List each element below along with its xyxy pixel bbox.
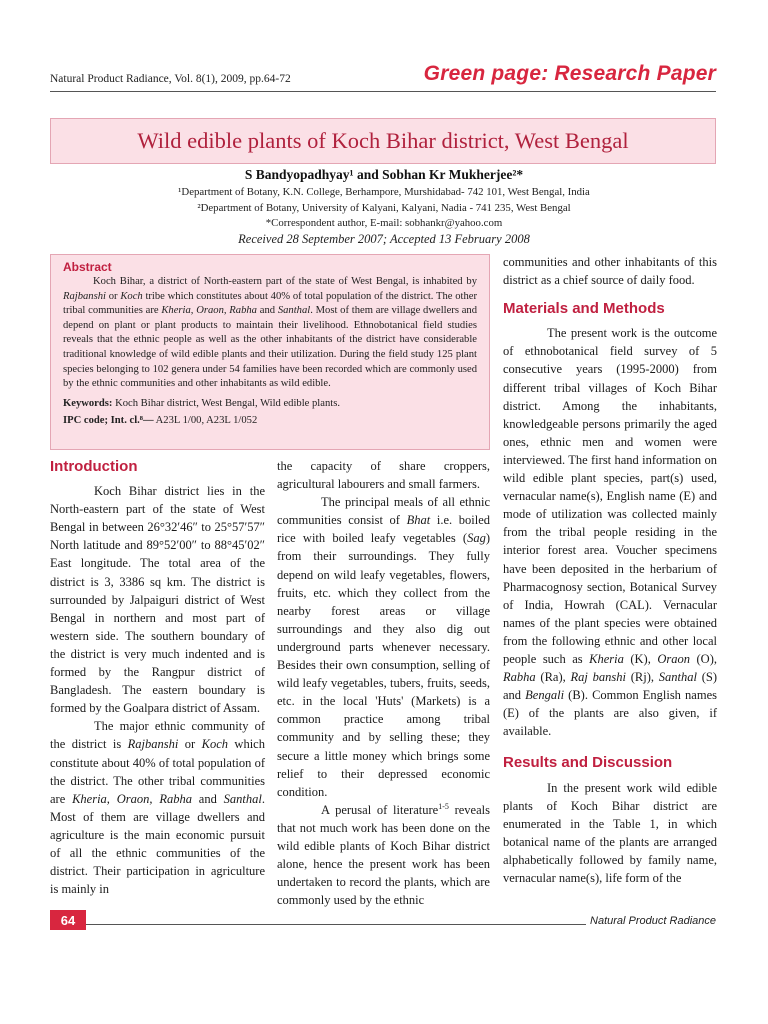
column2-paragraph-1: the capacity of share croppers, agricultural labourers and small farmers. (277, 459, 490, 492)
received-dates: Received 28 September 2007; Accepted 13 February 2008 (238, 232, 530, 246)
abstract-ipc-code: IPC code; Int. cl.⁸— A23L 1/00, A23L 1/052 (63, 414, 258, 426)
abstract-box (50, 254, 490, 450)
article-title: Wild edible plants of Koch Bihar district, West Bengal (137, 128, 629, 153)
column2-paragraph-2: The principal meals of all ethnic communities consist of Bhat i.e. boiled rice with boiled leafy vegetables (Sag) from their surroundings. They fully depend on wild leafy vegetables, flowers, fruits, etc. which they collect from the nearby forest areas or village surroundings and they also dig out underground parts whenever necessary. Besides their own consumption, selling of wild leafy vegetables, tubers, fruits, seeds, etc. in the local 'Huts' (Markets) is a common practice among tribal community and by selling these; they secure a little money which brings some relief to their depressed economic condition. (277, 495, 490, 799)
methods-heading: Materials and Methods (503, 300, 665, 318)
affiliation-2: ²Department of Botany, University of Kalyani, Kalyani, Nadia - 741 235, West Bengal (197, 202, 571, 214)
affiliation-1: ¹Department of Botany, K.N. College, Berhampore, Murshidabad- 742 101, West Bengal, India (178, 186, 590, 198)
title-banner (50, 118, 716, 164)
introduction-paragraph-2: The major ethnic community of the district is Rajbanshi or Koch which constitute about 40% of total population of the district. The other tribal communities are Kheria, Oraon, Rabha and Santhal. Most of them are village dwellers and agriculture is the main economic pursuit of all the ethnic communities of the district. Their participation in agriculture is mainly in (50, 719, 265, 897)
page-number-badge: 64 (50, 910, 86, 930)
author-list: S Bandyopadhyay¹ and Sobhan Kr Mukherjee²* (244, 167, 524, 182)
introduction-paragraph-1: Koch Bihar district lies in the North-eastern part of the state of West Bengal in between 26°32′46″ to 25°57′57″ North latitude and 89°52′00″ to 88°45′02″ East longitude. The total area of the district is 3, 3386 sq km. The district is surrounded by Jalpaiguri district of West Bengal in northern and most part of western side. The southern boundary of the district is very much indented and is formed by the Rangpur district of Bangladesh. The eastern boundary is formed by the Goalpara district of Assam. (50, 484, 265, 716)
introduction-column (50, 458, 265, 898)
footer-journal-name: Natural Product Radiance (586, 915, 716, 927)
introduction-heading: Introduction (50, 458, 138, 475)
body-column-2 (277, 457, 490, 909)
body-column-3 (503, 253, 717, 887)
abstract-keywords: Keywords: Koch Bihar district, West Bengal, Wild edible plants. (63, 397, 340, 409)
abstract-text: Koch Bihar, a district of North-eastern part of the state of West Bengal, is inhabited by Rajbanshi or Koch tribe which constitutes about 40% of total population of the district. The other tribal communities are Kheria, Oraon, Rabha and Santhal. Most of them are village dwellers and depend on plant or plant products to maintain their livelihood. Ethnobotanical field studies reveals that the ethnic people as well as the other inhabitants of the district have considerable traditional knowledge of wild edible plants and their utilization. During the field study 125 plant species belonging to 102 genera under 54 families have been recorded which are commonly used by the ethnic communities and other inhabitants as wild edible. (63, 276, 478, 390)
section-label: Green page: Research Paper (423, 62, 716, 85)
methods-paragraph: The present work is the outcome of ethnobotanical field survey of 5 consecutive years (1995-2000) from different tribal villages of Koch Bihar district. Among the inhabitants, knowledgeable persons primarily the aged ones, ethnic men and women were interviewed. The first hand information on wild edible plant species, part(s) used, vernacular name(s), English name (E) and mode of utilization was collected mainly from the tribal people residing in the interior forest area. Voucher specimens have been deposited in the herbarium of Pharmacognosy section, Botanical Survey of India, Howrah (CAL). Vernacular names of the plant species were obtained from the following ethnic and other local people such as Kheria (K), Oraon (O), Rabha (Ra), Raj banshi (Rj), Santhal (S) and Bengali (B). Common English names (E) of the plants are also given, if available. (503, 326, 718, 739)
column3-paragraph-0: communities and other inhabitants of this district as a chief source of daily food. (503, 255, 717, 288)
correspondence-line: *Correspondent author, E-mail: sobhankr@yahoo.com (265, 217, 503, 229)
results-heading: Results and Discussion (503, 754, 673, 772)
column2-paragraph-3: A perusal of literature$^{1-5}$ reveals that not much work has been done on the wild edible plants of Koch Bihar district alone, hence the present work has been undertaken to record the plants, which are commonly used by the ethnic (277, 801, 490, 908)
header-divider (50, 91, 716, 92)
results-paragraph: In the present work wild edible plants of Koch Bihar district are enumerated in the Table 1, in which botanical name of the plants are arranged alphabetically followed by family name, vernacular name(s), life form of the (503, 780, 717, 885)
abstract-heading: Abstract (63, 260, 112, 274)
journal-citation: Natural Product Radiance, Vol. 8(1), 2009, pp.64-72 (50, 73, 291, 85)
